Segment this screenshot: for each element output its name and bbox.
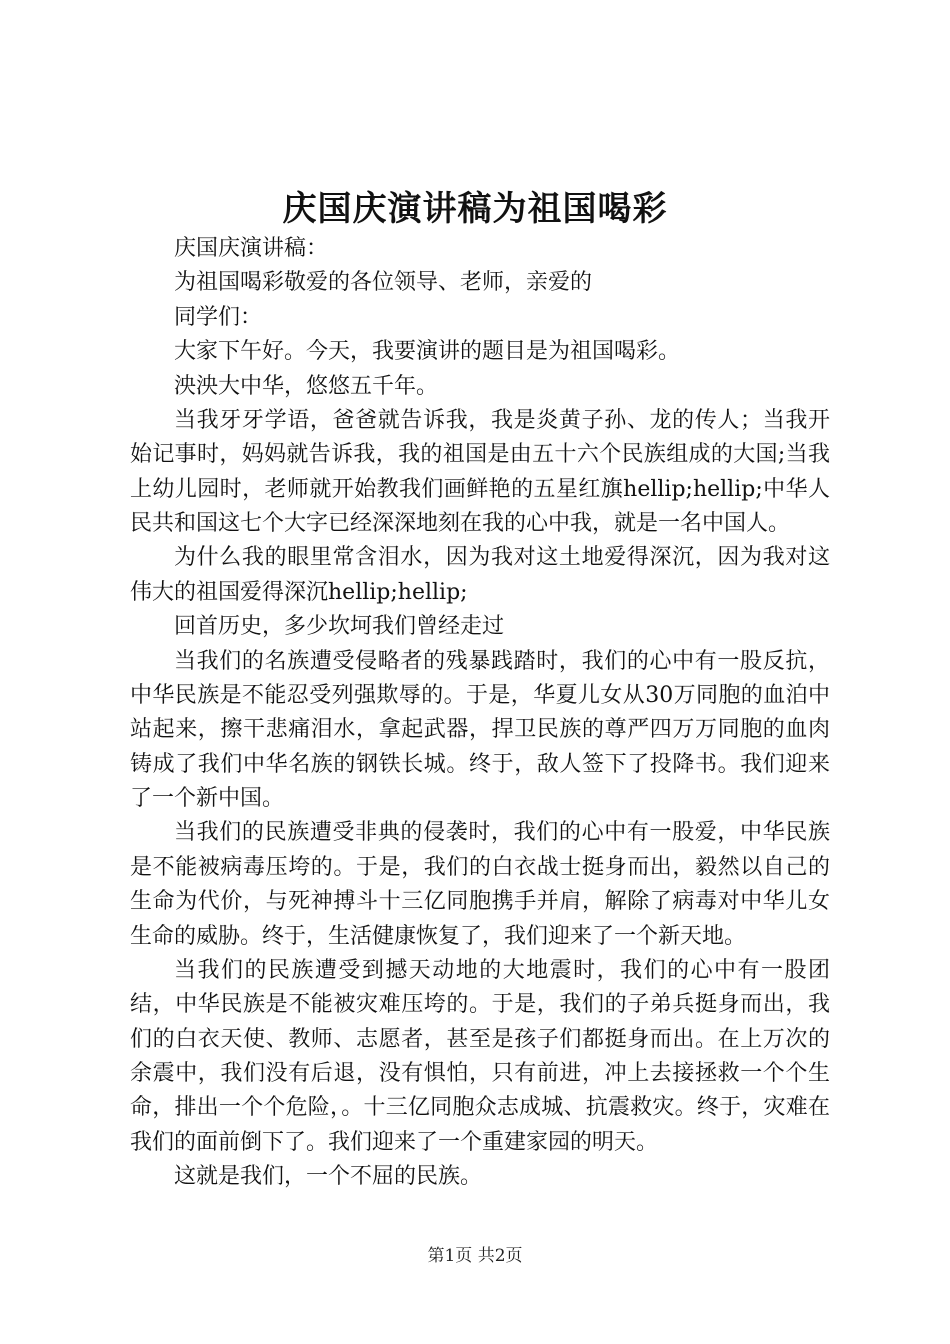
paragraph: 同学们：: [174, 304, 263, 330]
paragraph: 这就是我们，一个不屈的民族。: [174, 1164, 483, 1190]
paragraph: 泱泱大中华，悠悠五千年。: [174, 373, 439, 399]
paragraph: 当我们的名族遭受侵略者的残暴践踏时，我们的心中有一股反抗，中华民族是不能忍受列强欺辱的。于是，华夏儿女从30万同胞的血泊中站起来，擦干悲痛泪水，拿起武器，捍卫民族的尊严四万万同胞的血肉铸成了我们中华名族的钢铁长城。终于，敌人签下了投降书。我们迎来了一个新中国。: [130, 648, 830, 811]
paragraph: 回首历史，多少坎坷我们曾经走过: [174, 614, 505, 640]
document-title: 庆国庆演讲稿为祖国喝彩: [282, 189, 668, 229]
paragraph: 为什么我的眼里常含泪水，因为我对这土地爱得深沉，因为我对这伟大的祖国爱得深沉hellip;hellip;: [130, 545, 830, 605]
paragraph: 大家下午好。今天，我要演讲的题目是为祖国喝彩。: [174, 339, 681, 365]
page-footer: 第1页 共2页: [427, 1246, 523, 1266]
paragraph: 当我们的民族遭受到撼天动地的大地震时，我们的心中有一股团结，中华民族是不能被灾难压垮的。于是，我们的子弟兵挺身而出，我们的白衣天使、教师、志愿者，甚至是孩子们都挺身而出。在上万次的余震中，我们没有后退，没有惧怕，只有前进，冲上去接拯救一个个生命，排出一个个危险，。十三亿同胞众志成城、抗震救灾。终于，灾难在我们的面前倒下了。我们迎来了一个重建家园的明天。: [130, 957, 830, 1155]
paragraph: 庆国庆演讲稿：: [174, 236, 329, 261]
paragraph: 当我牙牙学语，爸爸就告诉我，我是炎黄子孙、龙的传人；当我开始记事时，妈妈就告诉我，我的祖国是由五十六个民族组成的大国;当我上幼儿园时，老师就开始教我们画鲜艳的五星红旗hellip;hellip;中华人民共和国这七个大字已经深深地刻在我的心中我，就是一名中国人。: [130, 407, 830, 536]
paragraph: 当我们的民族遭受非典的侵袭时，我们的心中有一股爱，中华民族是不能被病毒压垮的。于是，我们的白衣战士挺身而出，毅然以自己的生命为代价，与死神搏斗十三亿同胞携手并肩，解除了病毒对中华儿女生命的威胁。终于，生活健康恢复了，我们迎来了一个新天地。: [130, 820, 830, 949]
document-body: [130, 232, 830, 1195]
paragraph: 为祖国喝彩敬爱的各位领导、老师，亲爱的: [174, 270, 593, 296]
